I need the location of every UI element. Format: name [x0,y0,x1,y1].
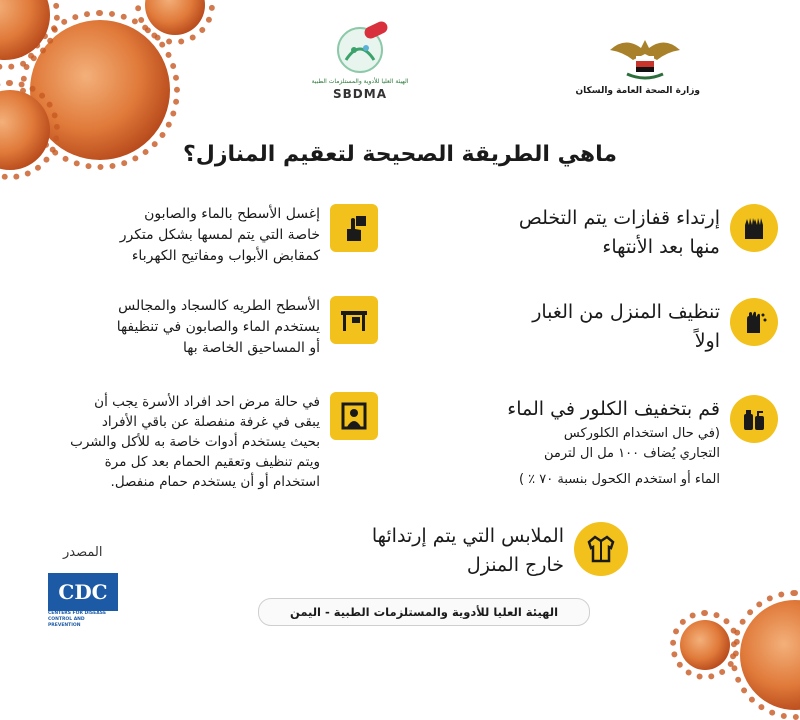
tip-line: ويتم تنظيف وتعقيم الحمام بعد كل مرة [104,454,320,470]
cdc-subtitle: CENTERS FOR DISEASE CONTROL AND PREVENTION [48,611,107,628]
ministry-emblem [575,32,700,96]
virus-illustration [0,0,50,60]
tip-line: تنظيف المنزل من الغبار [532,301,720,323]
tip-gloves [440,204,778,262]
isolated-person-icon [330,392,378,440]
virus-illustration [0,90,50,170]
tip-line: إغسل الأسطح بالماء والصابون [144,206,320,222]
tip-line: الملابس التي يتم إرتدائها [371,525,564,547]
tip-isolation [35,392,378,492]
ministry-caption: وزارة الصحة العامة والسكان [575,86,700,96]
sbdma-symbol-icon [320,18,400,78]
tip-line: إرتداء قفازات يتم التخلص [518,207,720,229]
tip-line: (في حال استخدام الكلوركس [563,426,720,441]
tip-dusting [440,298,778,356]
cleaning-hand-icon [730,298,778,346]
tip-line: التجاري يُضاف ١٠٠ مل ال لترمن [543,446,720,461]
tip-line: اولاً [694,330,720,352]
tip-line: منها بعد الأنتهاء [602,236,720,258]
virus-illustration [145,0,205,35]
touch-switch-icon [330,204,378,252]
tip-surfaces [60,204,378,267]
sbdma-arabic-name: الهيئة العليا للأدوية والمستلزمات الطبية [311,78,409,85]
footer-banner: الهيئة العليا للأدوية والمستلزمات الطبية - اليمن [258,598,590,626]
tip-line: بحيث يستخدم أدوات خاصة به للأكل والشرب [70,434,320,450]
tip-line: استخدام أو أن يستخدم حمام منفصل. [110,474,320,490]
tip-line: يبقى في غرفة منفصلة عن باقي الأفراد [101,414,320,430]
tip-clothes [268,522,628,580]
tip-line: يستخدم الماء والصابون في تنظيفها [116,319,320,335]
table-icon [330,296,378,344]
cdc-logo [48,573,118,628]
source-label: المصدر [63,545,103,560]
sbdma-logo [295,18,425,101]
tip-line: الأسطح الطريه كالسجاد والمجالس [118,298,320,314]
jacket-icon [574,522,628,576]
tip-line: الماء أو استخدم الكحول بنسبة ٧٠ ٪ ) [518,472,720,487]
tip-heading: قم بتخفيف الكلور في الماء [507,398,720,420]
page-title: ماهي الطريقة الصحيحة لتعقيم المنازل؟ [183,142,617,167]
eagle-emblem-icon [605,32,685,82]
virus-illustration [680,620,730,670]
tip-line: خارج المنزل [466,554,564,576]
tip-line: كمقابض الأبواب ومفاتيح الكهرباء [131,248,320,264]
bottles-icon [730,395,778,443]
cdc-logo-text: CDC [48,573,118,611]
tip-line: في حالة مرض احد افراد الأسرة يجب أن [94,394,320,410]
tip-chlorine [440,395,778,490]
tip-line: خاصة التي يتم لمسها بشكل متكرر [119,227,320,243]
sbdma-english-name: SBDMA [333,87,387,101]
gloves-icon [730,204,778,252]
virus-illustration [740,600,800,710]
tip-soft-surfaces [60,296,378,359]
tip-line: أو المساحيق الخاصة بها [182,340,320,356]
